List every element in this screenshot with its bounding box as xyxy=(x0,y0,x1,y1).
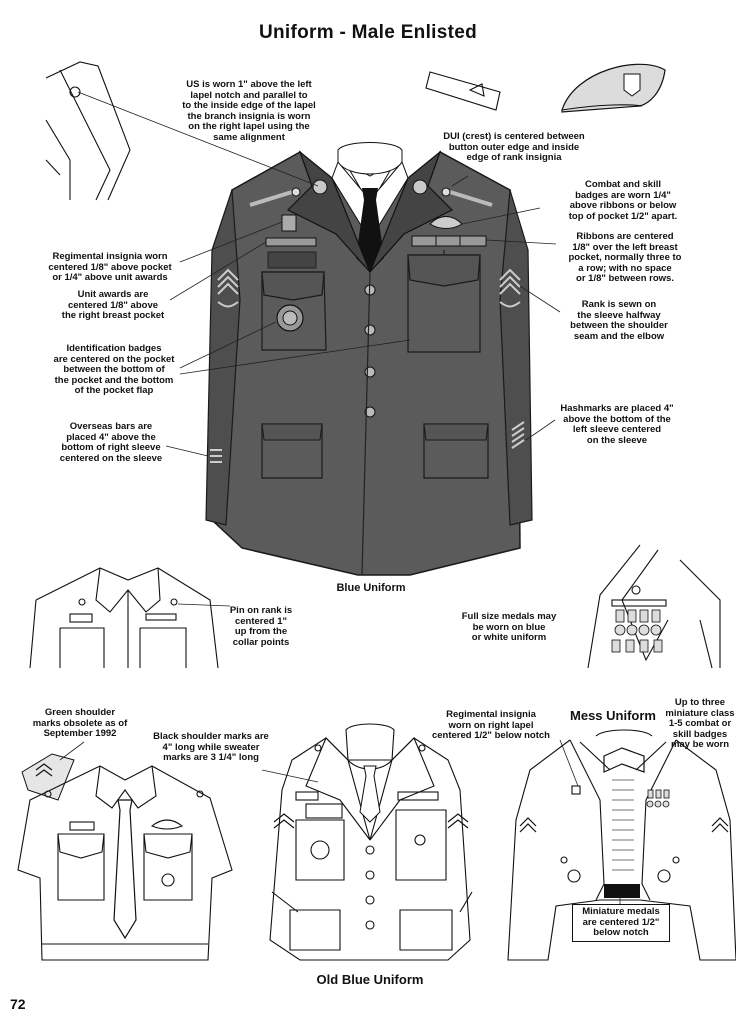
annotation-overseas: Overseas bars are placed 4" above the bottom of right sleeve centered on the sleeve xyxy=(59,421,163,464)
annotation-full-size-medals: Full size medals may be worn on blue or white uniform xyxy=(461,611,557,643)
annotation-regimental-mess: Regimental insignia worn on right lapel centered 1/2" below notch xyxy=(431,709,550,741)
annotation-black-shoulder: Black shoulder marks are 4" long while sweater marks are 3 1/4" long xyxy=(153,731,269,763)
annotation-up-to-three: Up to three miniature class 1-5 combat or skill badges may be worn xyxy=(665,697,735,750)
lapel-detail-sketch xyxy=(46,62,130,200)
full-size-medals-sketch xyxy=(588,545,720,668)
page-title: Uniform - Male Enlisted xyxy=(258,22,478,43)
beret-sketch xyxy=(562,64,665,112)
shoulder-mark-sketch xyxy=(426,72,500,110)
annotation-rank: Rank is sewn on the sleeve halfway between the shoulder seam and the elbow xyxy=(570,299,668,342)
us-lapel-insignia xyxy=(313,180,327,194)
annotation-dui: DUI (crest) is centered between button outer edge and inside edge of rank insignia xyxy=(443,131,585,163)
annotation-pin-on-rank: Pin on rank is centered 1" up from the collar points xyxy=(229,605,293,648)
annotation-hashmarks: Hashmarks are placed 4" above the bottom of the left sleeve centered on the sleeve xyxy=(560,403,674,446)
caption-mess-uniform: Mess Uniform xyxy=(570,708,656,723)
annotation-combat-skill: Combat and skill badges are worn 1/4" above ribbons or below top of pocket 1/2" apart. xyxy=(568,179,678,222)
unit-awards xyxy=(266,238,316,246)
annotation-unit-awards: Unit awards are centered 1/8" above the right breast pocket xyxy=(61,289,165,321)
cummerbund xyxy=(604,884,640,898)
shirt-pin-on-rank-sketch xyxy=(30,568,230,668)
caption-old-blue-uniform: Old Blue Uniform xyxy=(316,972,424,987)
blue-uniform-jacket xyxy=(206,143,532,576)
annotation-regimental: Regimental insignia worn centered 1/8" above pocket or 1/4" above unit awards xyxy=(48,251,172,283)
annotation-ribbons: Ribbons are centered 1/8" over the left breast pocket, normally three to a row; with no space or 1/8" between rows. xyxy=(568,231,682,284)
old-blue-uniform-sketch xyxy=(262,724,472,960)
annotation-identification: Identification badges are centered on the pocket between the bottom of the pocket and the bottom of the pocket flap xyxy=(53,343,175,396)
annotation-miniature-medals: Miniature medals are centered 1/2" below notch xyxy=(572,904,670,942)
nameplate xyxy=(268,252,316,268)
branch-lapel-insignia xyxy=(413,180,427,194)
annotation-green-shoulder: Green shoulder marks obsolete as of September 1992 xyxy=(32,707,128,739)
annotation-us-insignia: US is worn 1" above the left lapel notch and parallel to to the inside edge of the lapel the branch insignia is worn on the right lapel using the same alignment xyxy=(182,79,316,143)
caption-blue-uniform: Blue Uniform xyxy=(336,582,406,594)
green-shirt-sketch xyxy=(18,742,232,960)
page-number: 72 xyxy=(10,996,26,1012)
regimental-insignia xyxy=(282,215,296,231)
ribbons xyxy=(412,236,486,246)
